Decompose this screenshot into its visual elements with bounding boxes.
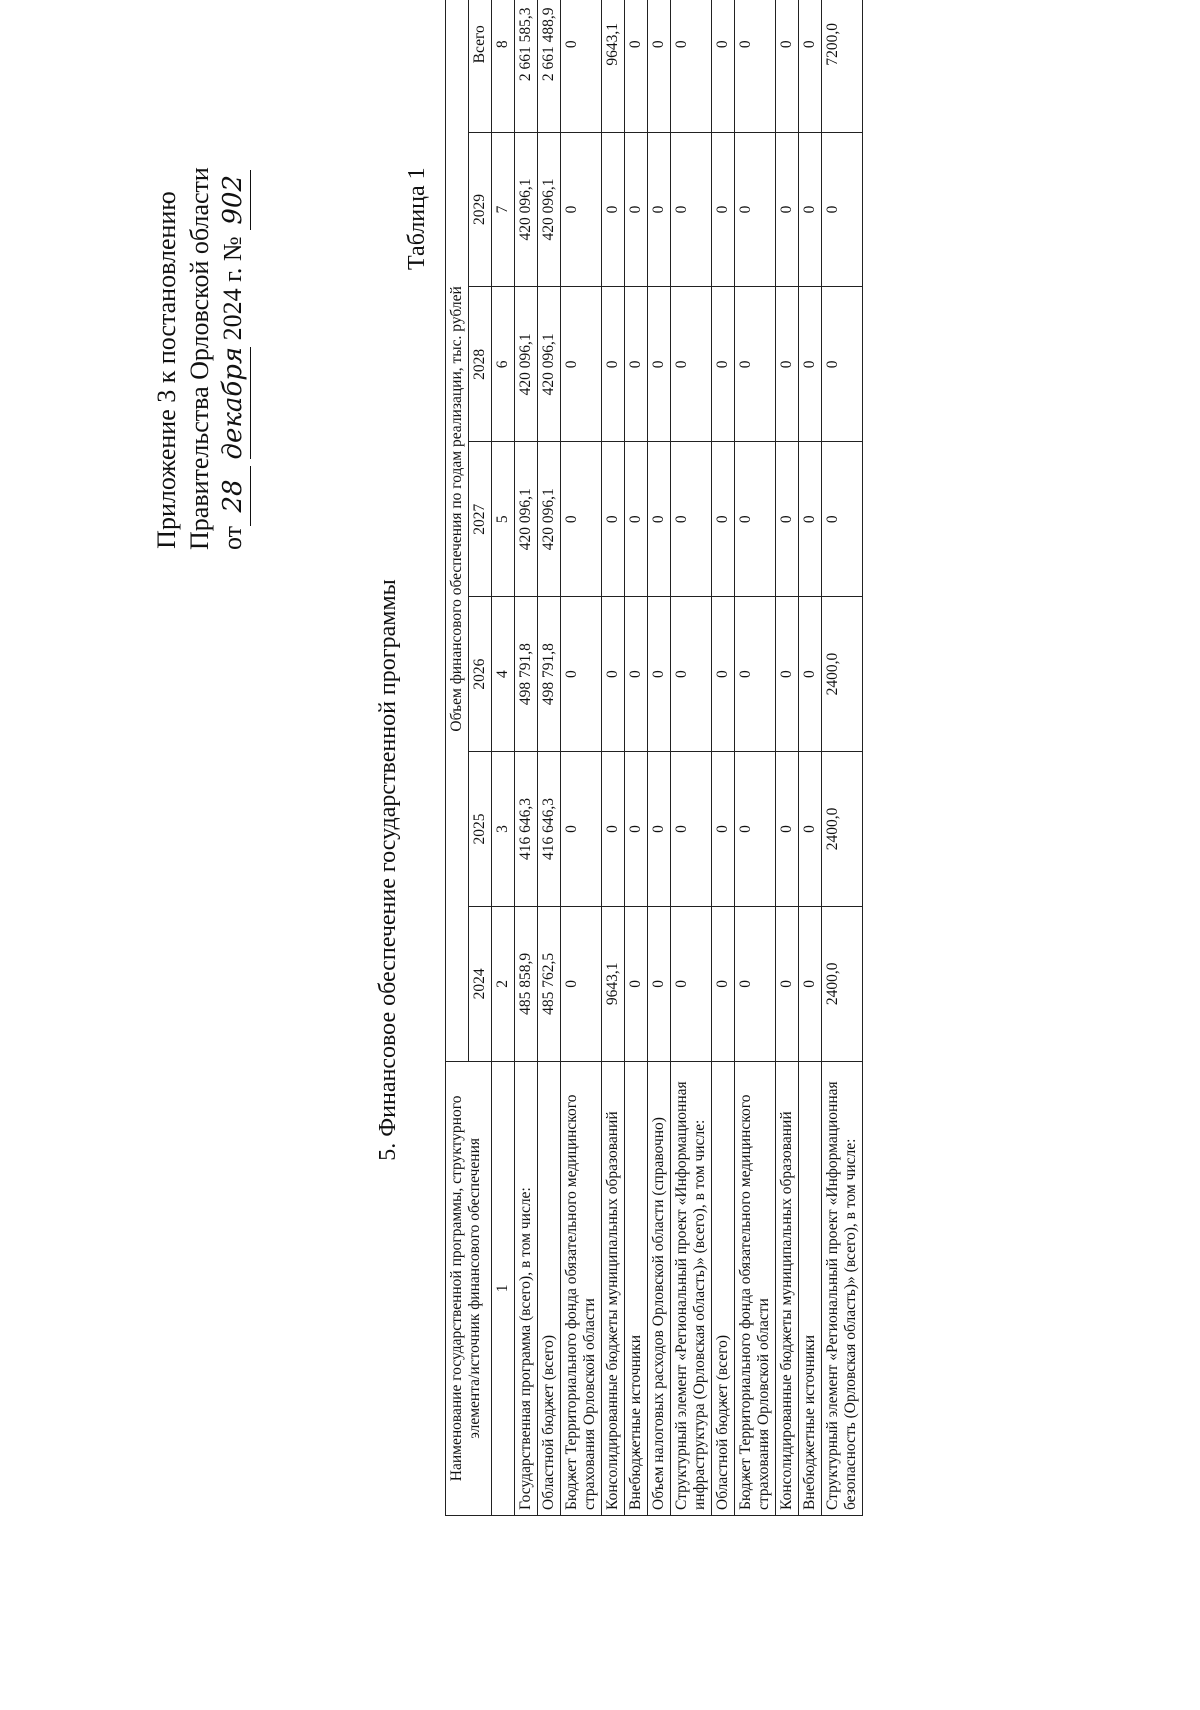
row-value-cell: 0 xyxy=(735,0,776,132)
row-value-cell: 0 xyxy=(561,132,602,287)
row-value-cell: 0 xyxy=(671,906,712,1061)
row-value-cell: 420 096,1 xyxy=(515,132,538,287)
row-value-cell: 0 xyxy=(776,0,799,132)
row-value-cell: 0 xyxy=(671,752,712,907)
row-value-cell: 0 xyxy=(799,287,822,442)
header-year-1: 2024 xyxy=(469,906,492,1061)
table-label: Таблица 1 xyxy=(404,167,430,270)
header-year-7: Всего xyxy=(469,0,492,132)
row-value-cell: 0 xyxy=(776,906,799,1061)
row-value-cell: 0 xyxy=(776,442,799,597)
row-source-name: Структурный элемент «Региональный проект «Информационная инфраструктура (Орловская область)» (всего), в том числе: xyxy=(671,1061,712,1515)
row-value-cell: 9643,1 xyxy=(602,0,625,132)
header-year-6: 2029 xyxy=(469,132,492,287)
table-row xyxy=(822,0,863,1516)
column-number-7: 7 xyxy=(492,132,515,287)
table-row xyxy=(671,0,712,1516)
row-value-cell: 9643,1 xyxy=(602,906,625,1061)
row-value-cell: 0 xyxy=(671,287,712,442)
row-value-cell: 0 xyxy=(712,906,735,1061)
row-value-cell: 0 xyxy=(625,597,648,752)
document-title: 5. Финансовое обеспечение государственной программы xyxy=(375,579,401,1161)
table-row xyxy=(538,0,561,1516)
row-source-name: Структурный элемент «Региональный проект «Информационная безопасность (Орловская область)» (всего), в том числе: xyxy=(822,1061,863,1515)
row-source-name: Консолидированные бюджеты муниципальных образований xyxy=(602,1061,625,1515)
row-value-cell: 0 xyxy=(735,132,776,287)
table-row xyxy=(776,0,799,1516)
row-value-cell: 0 xyxy=(648,132,671,287)
header-year-4: 2027 xyxy=(469,442,492,597)
row-value-cell: 2400,0 xyxy=(822,906,863,1061)
row-value-cell: 0 xyxy=(712,597,735,752)
table-row xyxy=(648,0,671,1516)
row-value-cell: 0 xyxy=(799,906,822,1061)
row-value-cell: 0 xyxy=(735,752,776,907)
header-name: Наименование государственной программы, структурного элемента/источник финансового обеспечения xyxy=(446,1061,492,1515)
row-value-cell: 2400,0 xyxy=(822,597,863,752)
row-value-cell: 0 xyxy=(776,287,799,442)
row-value-cell: 2 661 585,3 xyxy=(515,0,538,132)
approval-block xyxy=(150,167,251,550)
row-value-cell: 2400,0 xyxy=(822,752,863,907)
row-value-cell: 0 xyxy=(735,287,776,442)
row-source-name: Бюджет Территориального фонда обязательного медицинского страхования Орловской области xyxy=(561,1061,602,1515)
row-value-cell: 0 xyxy=(625,287,648,442)
row-value-cell: 0 xyxy=(648,442,671,597)
row-source-name: Бюджет Территориального фонда обязательного медицинского страхования Орловской области xyxy=(735,1061,776,1515)
row-source-name: Консолидированные бюджеты муниципальных образований xyxy=(776,1061,799,1515)
row-value-cell: 0 xyxy=(602,597,625,752)
approval-date-day: 28 xyxy=(217,466,251,526)
column-number-3: 3 xyxy=(492,752,515,907)
column-number-6: 6 xyxy=(492,287,515,442)
column-number-8: 8 xyxy=(492,0,515,132)
row-value-cell: 0 xyxy=(799,442,822,597)
row-value-cell: 0 xyxy=(671,132,712,287)
row-value-cell: 420 096,1 xyxy=(515,442,538,597)
header-volume: Объем финансового обеспечения по годам реализации, тыс. рублей xyxy=(446,0,469,1061)
column-number-5: 5 xyxy=(492,442,515,597)
row-value-cell: 0 xyxy=(671,0,712,132)
row-value-cell: 498 791,8 xyxy=(515,597,538,752)
row-source-name: Внебюджетные источники xyxy=(799,1061,822,1515)
approval-date-month: декабря xyxy=(217,347,251,460)
row-value-cell: 0 xyxy=(648,597,671,752)
row-value-cell: 0 xyxy=(776,132,799,287)
row-source-name: Объем налоговых расходов Орловской области (справочно) xyxy=(648,1061,671,1515)
table-row xyxy=(561,0,602,1516)
approval-year: 2024 г. № xyxy=(218,236,247,341)
approval-line-3 xyxy=(216,174,251,550)
row-value-cell: 0 xyxy=(625,752,648,907)
row-value-cell: 0 xyxy=(561,0,602,132)
row-value-cell: 0 xyxy=(776,597,799,752)
row-value-cell: 0 xyxy=(776,752,799,907)
column-number-2: 2 xyxy=(492,906,515,1061)
numbering-row xyxy=(492,0,515,1516)
row-value-cell: 420 096,1 xyxy=(515,287,538,442)
approval-line-1: Приложение 3 к постановлению xyxy=(152,191,181,549)
row-value-cell: 416 646,3 xyxy=(538,752,561,907)
row-value-cell: 0 xyxy=(561,906,602,1061)
row-value-cell: 0 xyxy=(561,287,602,442)
row-value-cell: 498 791,8 xyxy=(538,597,561,752)
header-row-top xyxy=(446,0,469,1516)
approval-date-prefix: от xyxy=(218,525,247,550)
row-value-cell: 0 xyxy=(625,0,648,132)
column-number-1: 1 xyxy=(492,1061,515,1515)
financing-table xyxy=(445,0,863,1516)
table-row xyxy=(712,0,735,1516)
header-year-5: 2028 xyxy=(469,287,492,442)
row-value-cell: 7200,0 xyxy=(822,0,863,132)
table-row xyxy=(625,0,648,1516)
row-value-cell: 0 xyxy=(561,442,602,597)
row-value-cell: 0 xyxy=(648,752,671,907)
row-value-cell: 0 xyxy=(799,597,822,752)
row-value-cell: 0 xyxy=(712,132,735,287)
row-value-cell: 0 xyxy=(602,752,625,907)
row-value-cell: 0 xyxy=(671,597,712,752)
row-value-cell: 416 646,3 xyxy=(515,752,538,907)
row-value-cell: 485 762,5 xyxy=(538,906,561,1061)
row-value-cell: 420 096,1 xyxy=(538,442,561,597)
table-row xyxy=(515,0,538,1516)
row-value-cell: 0 xyxy=(822,287,863,442)
row-value-cell: 0 xyxy=(648,287,671,442)
header-year-2: 2025 xyxy=(469,752,492,907)
table-body xyxy=(515,0,863,1516)
row-value-cell: 0 xyxy=(712,442,735,597)
row-value-cell: 0 xyxy=(712,287,735,442)
approval-number: 902 xyxy=(217,170,251,230)
row-value-cell: 0 xyxy=(602,132,625,287)
row-value-cell: 0 xyxy=(799,0,822,132)
row-value-cell: 0 xyxy=(561,597,602,752)
row-value-cell: 485 858,9 xyxy=(515,906,538,1061)
row-source-name: Внебюджетные источники xyxy=(625,1061,648,1515)
row-value-cell: 0 xyxy=(799,752,822,907)
row-value-cell: 0 xyxy=(561,752,602,907)
row-value-cell: 0 xyxy=(625,906,648,1061)
table-row xyxy=(602,0,625,1516)
row-value-cell: 0 xyxy=(602,287,625,442)
table-row xyxy=(735,0,776,1516)
row-value-cell: 0 xyxy=(648,906,671,1061)
row-value-cell: 0 xyxy=(648,0,671,132)
row-value-cell: 0 xyxy=(735,597,776,752)
row-value-cell: 0 xyxy=(712,752,735,907)
header-year-3: 2026 xyxy=(469,597,492,752)
approval-line-2: Правительства Орловской области xyxy=(185,167,214,550)
row-value-cell: 0 xyxy=(799,132,822,287)
column-number-4: 4 xyxy=(492,597,515,752)
row-value-cell: 2 661 488,9 xyxy=(538,0,561,132)
row-source-name: Областной бюджет (всего) xyxy=(712,1061,735,1515)
table-row xyxy=(799,0,822,1516)
row-value-cell: 420 096,1 xyxy=(538,132,561,287)
row-value-cell: 0 xyxy=(712,0,735,132)
row-source-name: Государственная программа (всего), в том числе: xyxy=(515,1061,538,1515)
row-value-cell: 0 xyxy=(671,442,712,597)
row-value-cell: 0 xyxy=(735,906,776,1061)
row-value-cell: 0 xyxy=(625,442,648,597)
row-value-cell: 420 096,1 xyxy=(538,287,561,442)
row-value-cell: 0 xyxy=(602,442,625,597)
row-source-name: Областной бюджет (всего) xyxy=(538,1061,561,1515)
row-value-cell: 0 xyxy=(822,132,863,287)
row-value-cell: 0 xyxy=(625,132,648,287)
row-value-cell: 0 xyxy=(822,442,863,597)
row-value-cell: 0 xyxy=(735,442,776,597)
